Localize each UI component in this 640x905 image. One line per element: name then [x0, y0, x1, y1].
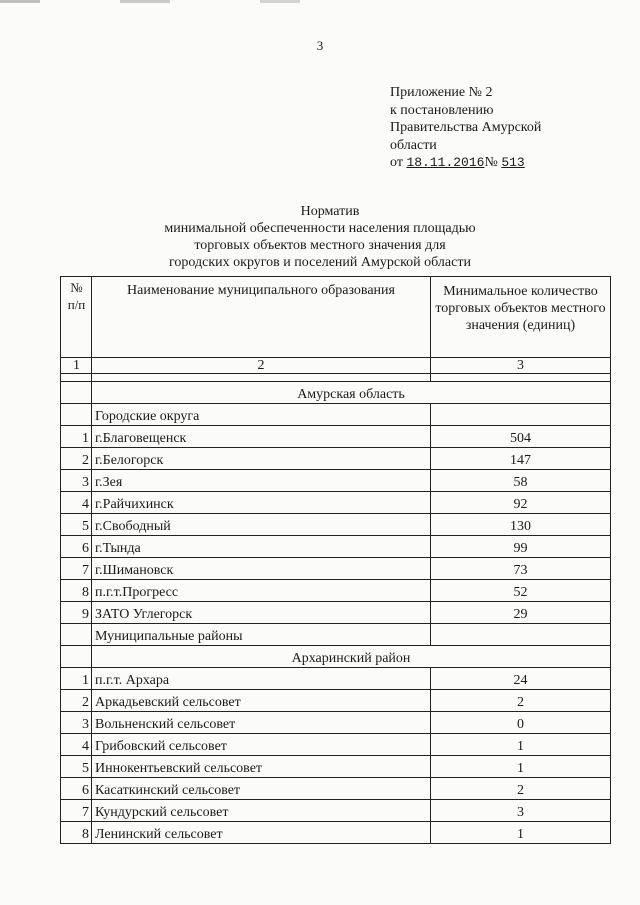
- row-number: 8: [61, 822, 92, 844]
- document-title: [0, 203, 640, 271]
- table-row: [61, 602, 611, 624]
- table-row: [61, 690, 611, 712]
- appendix-line-3: Правительства Амурской: [390, 120, 542, 135]
- table-row: [61, 426, 611, 448]
- row-value: 130: [431, 514, 611, 536]
- title-line-3: торговых объектов местного значения для: [194, 238, 446, 253]
- table-row: [61, 580, 611, 602]
- table-row: [61, 470, 611, 492]
- row-value: 0: [431, 712, 611, 734]
- city-section-label: Городские округа: [92, 404, 431, 426]
- number-sign: №: [484, 155, 502, 170]
- row-number: 3: [61, 712, 92, 734]
- appendix-line-2: к постановлению: [390, 102, 494, 118]
- header-name: Наименование муниципального образования: [92, 277, 431, 358]
- table-row: [61, 668, 611, 690]
- row-value: 73: [431, 558, 611, 580]
- row-name: п.г.т. Архара: [92, 668, 431, 690]
- row-value: 1: [431, 756, 611, 778]
- index-col-3: 3: [431, 358, 611, 374]
- row-number: 2: [61, 448, 92, 470]
- row-name: ЗАТО Углегорск: [92, 602, 431, 624]
- row-value: 58: [431, 470, 611, 492]
- table-row: [61, 712, 611, 734]
- row-name: Касаткинский сельсовет: [92, 778, 431, 800]
- row-number: 1: [61, 668, 92, 690]
- appendix-line-1: Приложение № 2: [390, 85, 493, 100]
- row-number: 7: [61, 800, 92, 822]
- row-name: г.Шимановск: [92, 558, 431, 580]
- table-row: [61, 558, 611, 580]
- row-name: Кундурский сельсовет: [92, 800, 431, 822]
- row-number: 1: [61, 426, 92, 448]
- title-line-4: городских округов и поселений Амурской области: [169, 255, 471, 270]
- scan-edge-artifact: [0, 0, 640, 3]
- region-name: Амурская область: [92, 382, 611, 404]
- date-prefix: от: [390, 155, 407, 170]
- table-row: [61, 448, 611, 470]
- row-name: Аркадьевский сельсовет: [92, 690, 431, 712]
- row-value: 52: [431, 580, 611, 602]
- table-row: [61, 536, 611, 558]
- spacer-row: [61, 374, 611, 382]
- row-name: п.г.т.Прогресс: [92, 580, 431, 602]
- settlements-list: [61, 668, 611, 844]
- row-value: 504: [431, 426, 611, 448]
- table-row: [61, 492, 611, 514]
- row-number: 5: [61, 514, 92, 536]
- row-value: 29: [431, 602, 611, 624]
- row-value: 24: [431, 668, 611, 690]
- row-number: 9: [61, 602, 92, 624]
- row-number: 6: [61, 536, 92, 558]
- column-index-row: [61, 358, 611, 374]
- row-value: 92: [431, 492, 611, 514]
- table-row: [61, 514, 611, 536]
- header-value: Минимальное количество торговых объектов местного значения (единиц): [431, 277, 611, 358]
- row-number: 4: [61, 734, 92, 756]
- row-name: г.Зея: [92, 470, 431, 492]
- row-name: г.Свободный: [92, 514, 431, 536]
- appendix-line-4: области: [390, 137, 437, 153]
- title-line-2: минимальной обеспеченности населения площадью: [164, 221, 476, 236]
- municipal-section-label: Муниципальные районы: [92, 624, 431, 646]
- index-col-2: 2: [92, 358, 431, 374]
- row-number: 8: [61, 580, 92, 602]
- table-row: [61, 822, 611, 844]
- appendix-date-line: [390, 154, 541, 172]
- row-value: 1: [431, 822, 611, 844]
- table-header-row: [61, 277, 611, 358]
- row-number: 2: [61, 690, 92, 712]
- row-value: 2: [431, 778, 611, 800]
- table-row: [61, 778, 611, 800]
- row-name: Ленинский сельсовет: [92, 822, 431, 844]
- row-name: Вольненский сельсовет: [92, 712, 431, 734]
- row-name: г.Белогорск: [92, 448, 431, 470]
- row-number: 7: [61, 558, 92, 580]
- row-value: 99: [431, 536, 611, 558]
- title-line-1: Норматив: [300, 204, 360, 219]
- header-num: № п/п: [61, 277, 92, 358]
- row-name: Грибовский сельсовет: [92, 734, 431, 756]
- row-number: 3: [61, 470, 92, 492]
- row-name: г.Благовещенск: [92, 426, 431, 448]
- norm-table: [60, 276, 611, 844]
- row-value: 1: [431, 734, 611, 756]
- row-number: 6: [61, 778, 92, 800]
- row-number: 5: [61, 756, 92, 778]
- municipal-section-row: [61, 624, 611, 646]
- row-name: Иннокентьевский сельсовет: [92, 756, 431, 778]
- city-section-row: [61, 404, 611, 426]
- table-row: [61, 756, 611, 778]
- row-name: г.Райчихинск: [92, 492, 431, 514]
- resolution-date: 18.11.2016: [406, 155, 485, 170]
- row-name: г.Тында: [92, 536, 431, 558]
- resolution-number: 513: [501, 155, 525, 170]
- row-value: 3: [431, 800, 611, 822]
- district-row: [61, 646, 611, 668]
- table-row: [61, 734, 611, 756]
- index-col-1: 1: [61, 358, 92, 374]
- appendix-block: [390, 84, 541, 172]
- district-name: Архаринский район: [92, 646, 611, 668]
- row-value: 2: [431, 690, 611, 712]
- row-number: 4: [61, 492, 92, 514]
- cities-list: [61, 426, 611, 624]
- page-number: 3: [316, 38, 324, 53]
- table-row: [61, 800, 611, 822]
- region-row: [61, 382, 611, 404]
- row-value: 147: [431, 448, 611, 470]
